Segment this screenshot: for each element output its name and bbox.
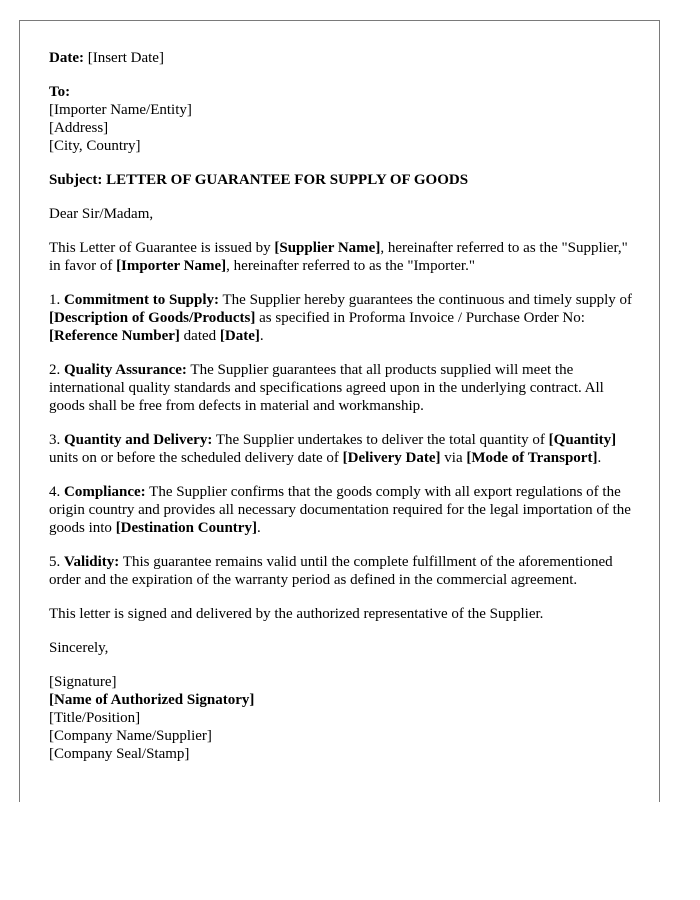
clause-5-text: This guarantee remains valid until the complete fulfillment of the aforementioned order and the expiration of the warranty period as defined in the commercial agreement. bbox=[49, 554, 613, 588]
salutation: Dear Sir/Madam, bbox=[49, 206, 154, 222]
clause-3-text-4: . bbox=[597, 450, 602, 466]
clause-5-number: 5. bbox=[49, 554, 64, 570]
clause-3-transport-mode: [Mode of Transport] bbox=[466, 450, 598, 466]
signatory-title: [Title/Position] bbox=[49, 710, 141, 726]
clause-4-number: 4. bbox=[49, 484, 64, 500]
clause-3-delivery-date: [Delivery Date] bbox=[342, 450, 441, 466]
clause-2-text: The Supplier guarantees that all products supplied will meet the international quality standards and specifications agreed upon in the underlying contract. All goods shall be free from defects in material and workmanship. bbox=[49, 362, 604, 414]
clause-1-text-3: dated bbox=[179, 328, 220, 344]
clause-1-text-1: The Supplier hereby guarantees the continuous and timely supply of bbox=[219, 292, 632, 308]
subject-line bbox=[49, 171, 639, 189]
clause-4-text-2: . bbox=[256, 520, 261, 536]
clause-3-text-3: via bbox=[440, 450, 467, 466]
signatory-name: [Name of Authorized Signatory] bbox=[49, 692, 255, 708]
closing-statement: This letter is signed and delivered by the authorized representative of the Supplier. bbox=[49, 606, 544, 622]
intro-text-1: This Letter of Guarantee is issued by bbox=[49, 240, 275, 256]
clause-2-number: 2. bbox=[49, 362, 64, 378]
clause-4-destination: [Destination Country] bbox=[115, 520, 257, 536]
intro-paragraph bbox=[49, 239, 639, 275]
clause-quality bbox=[49, 361, 639, 415]
intro-supplier-name: [Supplier Name] bbox=[274, 240, 381, 256]
clause-3-text-1: The Supplier undertakes to deliver the total quantity of bbox=[212, 432, 549, 448]
clause-4-text-1: The Supplier confirms that the goods comply with all export regulations of the origin country and provides all necessary documentation required for the legal importation of the goods into bbox=[49, 484, 631, 536]
clause-5-title: Validity: bbox=[64, 554, 120, 570]
signature-line: [Signature] bbox=[49, 674, 117, 690]
recipient-address: [Address] bbox=[49, 120, 109, 136]
signatory-company: [Company Name/Supplier] bbox=[49, 728, 212, 744]
clause-1-goods: [Description of Goods/Products] bbox=[49, 310, 256, 326]
recipient-city-country: [City, Country] bbox=[49, 138, 141, 154]
clause-compliance bbox=[49, 483, 639, 537]
date-label: Date: bbox=[49, 50, 84, 66]
intro-text-3: , hereinafter referred to as the "Importer." bbox=[226, 258, 475, 274]
clause-2-title: Quality Assurance: bbox=[64, 362, 187, 378]
clause-3-number: 3. bbox=[49, 432, 64, 448]
letter-page bbox=[19, 20, 660, 802]
intro-text-2: , hereinafter referred to as the "Supplier," in favor of bbox=[49, 240, 628, 274]
clause-commitment bbox=[49, 291, 639, 345]
date-line bbox=[49, 49, 639, 67]
clause-quantity-delivery bbox=[49, 431, 639, 467]
clause-3-text-2: units on or before the scheduled delivery date of bbox=[49, 450, 343, 466]
clause-3-title: Quantity and Delivery: bbox=[64, 432, 213, 448]
company-seal: [Company Seal/Stamp] bbox=[49, 746, 190, 762]
recipient-block bbox=[49, 83, 639, 155]
clause-validity bbox=[49, 553, 639, 589]
recipient-name: [Importer Name/Entity] bbox=[49, 102, 192, 118]
clause-1-text-2: as specified in Proforma Invoice / Purchase Order No: bbox=[255, 310, 585, 326]
clause-4-title: Compliance: bbox=[64, 484, 146, 500]
clause-1-title: Commitment to Supply: bbox=[64, 292, 220, 308]
date-value: [Insert Date] bbox=[83, 50, 164, 66]
intro-importer-name: [Importer Name] bbox=[116, 258, 227, 274]
sign-off: Sincerely, bbox=[49, 640, 109, 656]
letter-content bbox=[49, 49, 639, 779]
clause-1-text-4: . bbox=[259, 328, 264, 344]
signature-block bbox=[49, 673, 639, 763]
clause-1-number: 1. bbox=[49, 292, 64, 308]
clause-3-quantity: [Quantity] bbox=[548, 432, 617, 448]
clause-1-reference: [Reference Number] bbox=[49, 328, 180, 344]
to-label: To: bbox=[49, 84, 71, 100]
subject-value: LETTER OF GUARANTEE FOR SUPPLY OF GOODS bbox=[102, 172, 469, 188]
clause-1-date: [Date] bbox=[219, 328, 260, 344]
subject-label: Subject: bbox=[49, 172, 103, 188]
